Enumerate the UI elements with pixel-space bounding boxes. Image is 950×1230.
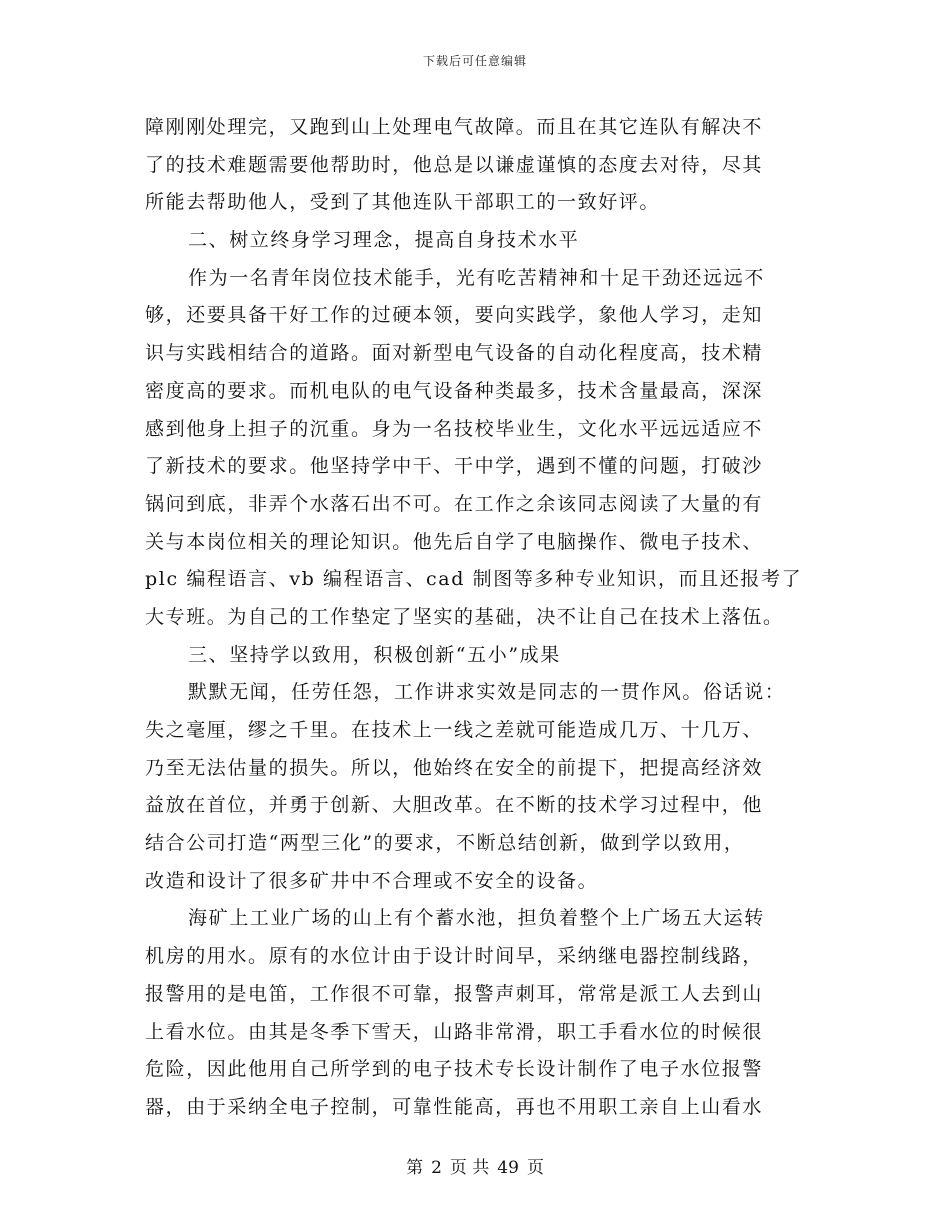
text-line: 识与实践相结合的道路。面对新型电气设备的自动化程度高，技术精 — [145, 342, 764, 365]
text-line: 失之毫厘，缪之千里。在技术上一线之差就可能造成几万、十几万、 — [145, 719, 764, 741]
text-line: 器，由于采纳全电子控制，可靠性能高，再也不用职工亲自上山看水 — [145, 1095, 764, 1118]
text-line: 作为一名青年岗位技术能手，光有吃苦精神和十足干劲还远远不 — [188, 266, 765, 289]
text-line: 了新技术的要求。他坚持学中干、干中学，遇到不懂的问题，打破沙 — [145, 455, 764, 478]
text-line: 乃至无法估量的损失。所以，他始终在安全的前提下，把提高经济效 — [145, 756, 764, 779]
text-line: 密度高的要求。而机电队的电气设备种类最多，技术含量最高，深深 — [145, 379, 764, 402]
text-line: 益放在首位，并勇于创新、大胆改革。在不断的技术学习过程中，他 — [145, 794, 764, 817]
text-line: 二、树立终身学习理念，提高自身技术水平 — [188, 229, 580, 252]
text-line: 够，还要具备干好工作的过硬本领，要向实践学，象他人学习，走知 — [145, 304, 764, 327]
text-line: 改造和设计了很多矿井中不合理或不安全的设备。 — [145, 869, 599, 892]
text-line: 关与本岗位相关的理论知识。他先后自学了电脑操作、微电子技术、 — [145, 530, 764, 553]
text-line: 上看水位。由其是冬季下雪天，山路非常滑，职工手看水位的时候很 — [145, 1020, 764, 1043]
text-line: 报警用的是电笛，工作很不可靠，报警声刺耳，常常是派工人去到山 — [145, 982, 764, 1005]
text-line: 默默无闻，任劳任怨，工作讲求实效是同志的一贯作风。俗话说： — [188, 681, 786, 704]
text-line: 感到他身上担子的沉重。身为一名技校毕业生，文化水平远远适应不 — [145, 417, 764, 440]
text-line: 所能去帮助他人，受到了其他连队干部职工的一致好评。 — [145, 191, 661, 214]
text-line: 大专班。为自己的工作垫定了坚实的基础，决不让自己在技术上落伍。 — [145, 605, 784, 628]
page-header: 下载后可任意编辑 — [422, 54, 527, 68]
text-line: 危险，因此他用自己所学到的电子技术专长设计制作了电子水位报警 — [145, 1058, 764, 1081]
footer-prefix: 第 — [406, 1158, 424, 1178]
text-line: 海矿上工业广场的山上有个蓄水池，担负着整个上广场五大运转 — [188, 907, 765, 930]
footer-middle: 页 共 — [449, 1158, 490, 1178]
text-line: 机房的用水。原有的水位计由于设计时间早，采纳继电器控制线路， — [145, 945, 764, 968]
page-footer — [0, 1153, 950, 1178]
footer-suffix: 页 — [526, 1158, 544, 1178]
text-line: 了的技术难题需要他帮助时，他总是以谦虚谨慎的态度去对待，尽其 — [145, 153, 764, 176]
document-body — [145, 109, 815, 1127]
text-line: plc 编程语言、vb 编程语言、cad 制图等多种专业知识，而且还报考了 — [145, 568, 803, 591]
text-line: 三、坚持学以致用，积极创新“五小”成果 — [188, 643, 561, 666]
text-line: 障刚刚处理完，又跑到山上处理电气故障。而且在其它连队有解决不 — [145, 116, 764, 138]
text-line: 结合公司打造“两型三化”的要求，不断总结创新，做到学以致用， — [145, 832, 745, 855]
text-line: 锅问到底，非弄个水落石出不可。在工作之余该同志阅读了大量的有 — [145, 492, 764, 515]
footer-total-pages: 49 — [497, 1158, 519, 1178]
footer-page-number: 2 — [431, 1158, 442, 1178]
